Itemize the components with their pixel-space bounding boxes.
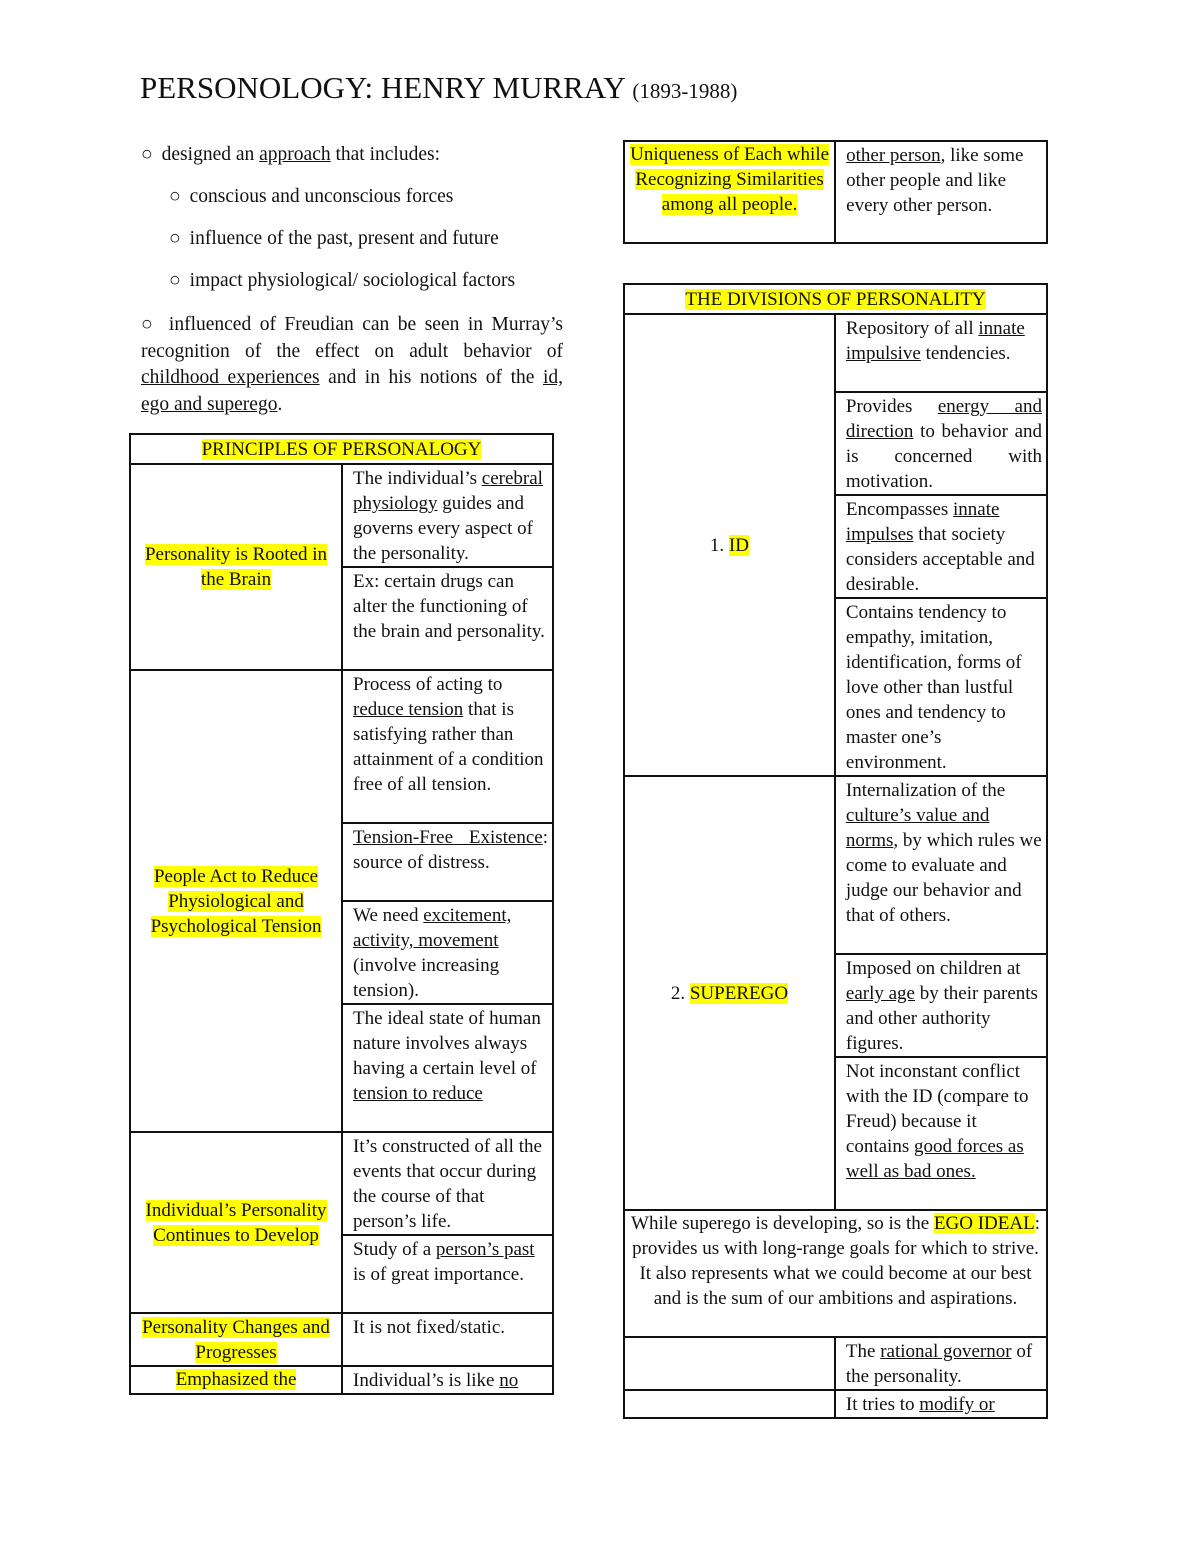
cell-text: It’s constructed of all the events that occur during the course of that person’s life. [353,1136,542,1232]
division-cell [835,1337,1047,1390]
principle-cell [342,901,553,1004]
division-id-label [624,314,835,776]
cell-underline: modify or [919,1394,995,1415]
intro-text: . [277,393,283,415]
cell-text: Contains tendency to empathy, imitation, identification, forms of love other than lustful ones and tendency to master one’s environment. [845,602,1022,773]
division-number: 1. [709,534,729,556]
cell-text: : source of distress. [353,827,548,873]
intro-bullet-forces [169,184,453,209]
cell-text: The ideal state of human nature involves always having a certain level of [353,1008,541,1079]
cell-text: Provides [845,396,938,417]
cell-text: Internalization of the [845,780,1006,801]
principle-changes-label [130,1313,342,1366]
division-label-text: ID [728,534,749,556]
intro-underline: approach [259,144,331,165]
intro-bullet-freudian [141,312,563,418]
cell-text: It tries to [845,1394,920,1415]
cell-underline: early age [845,983,915,1004]
divisions-header [624,284,1047,314]
bullet-icon: ○ [141,144,153,165]
cell-text: : provides us with long-range goals for which to strive. It also represents what we could become at our best and is the sum of our ambitions and aspirations. [632,1213,1040,1309]
cell-text: Not inconstant conflict with the ID (compare to Freud) because it contains [845,1061,1029,1157]
division-cell [835,495,1047,598]
principle-cell [342,670,553,823]
principle-cell [342,1366,553,1394]
empty-label-cell [624,1390,835,1418]
cell-underline: Tension-Free Existence [353,827,543,848]
ego-ideal-label: EGO IDEAL [933,1213,1035,1234]
cell-underline: tension to reduce [353,1083,483,1104]
principle-emphasized-label [130,1366,342,1394]
cell-underline: other person [846,145,941,166]
division-cell [835,314,1047,392]
cell-text: that society considers acceptable and desirable. [845,524,1035,595]
ego-ideal-cell [624,1210,1047,1337]
division-label-text: SUPEREGO [689,982,789,1004]
intro-bullet-time [169,226,499,251]
intro-text: impact physiological/ sociological factors [189,270,516,291]
cell-text: While superego is developing, so is the [631,1213,934,1234]
intro-text: that includes: [330,144,441,165]
intro-bullet-approach [141,142,440,167]
cell-text: tendencies. [920,343,1011,364]
bullet-icon: ○ [169,270,181,291]
division-cell [835,392,1047,495]
principles-table [129,433,554,1395]
cell-text: of the personality. [845,1341,1033,1387]
cell-text: that is satisfying rather than attainment of a condition free of all tension. [353,699,544,795]
cell-text: guides and governs every aspect of the personality. [353,493,533,564]
divisions-table [623,283,1048,1419]
division-superego-label [624,776,835,1210]
cell-underline: energy and direction [845,396,1042,442]
cell-text: Ex: certain drugs can alter the functioning of the brain and personality. [353,571,545,642]
principle-label-text: Personality Changes and Progresses [142,1316,330,1363]
uniqueness-table [623,140,1048,244]
bullet-icon: ○ [141,314,157,335]
cell-text: Study of a [353,1239,436,1260]
title-main: PERSONOLOGY: HENRY MURRAY [140,70,625,105]
cell-text: , like some other people and like every other person. [846,145,1024,216]
document-title [140,70,737,106]
cell-underline: innate impulsive [845,318,1025,364]
cell-underline: innate impulses [845,499,1000,545]
cell-text: (involve increasing tension). [353,955,500,1001]
cell-text: Imposed on children at [845,958,1021,979]
principle-label-text: Personality is Rooted in the Brain [144,544,328,590]
principle-cell [342,823,553,901]
uniqueness-label-text: Uniqueness of Each while Recognizing Similarities among all people. [630,144,830,215]
cell-underline: rational governor [880,1341,1012,1362]
cell-underline: reduce tension [353,699,464,720]
principle-cell [342,1132,553,1235]
intro-text: influenced of Freudian can be seen in Murray’s recognition of the effect on adult behavior of [141,314,564,362]
principles-header [130,434,553,464]
cell-underline: good forces as well as bad ones. [845,1136,1024,1182]
division-number: 2. [670,982,690,1004]
principles-header-text: PRINCIPLES OF PERSONALOGY [201,439,482,460]
cell-underline: excitement, activity, movement [353,905,512,951]
title-years: (1893-1988) [632,79,738,103]
division-cell [835,954,1047,1057]
cell-underline: person’s past [435,1239,535,1260]
principle-cell [342,567,553,670]
principle-cell [342,1235,553,1313]
bullet-icon: ○ [169,186,181,207]
principle-cell [342,464,553,567]
intro-underline: childhood experiences [141,367,320,388]
division-cell [835,598,1047,776]
uniqueness-label [624,141,835,243]
cell-text: It is not fixed/static. [353,1317,506,1338]
intro-text: influence of the past, present and future [189,228,499,249]
principle-develop-label [130,1132,342,1313]
intro-text: conscious and unconscious forces [189,186,454,207]
principle-label-text: People Act to Reduce Physiological and Psychological Tension [150,865,322,937]
uniqueness-cell [835,141,1047,243]
principle-tension-label [130,670,342,1132]
cell-text: The [845,1341,881,1362]
principle-cell [342,1004,553,1132]
cell-text: to behavior and is concerned with motivation. [845,421,1042,492]
cell-text: by their parents and other authority figures. [845,983,1038,1054]
empty-label-cell [624,1337,835,1390]
principle-label-text: Emphasized the [175,1369,297,1390]
intro-underline: id, ego and superego [141,367,563,415]
division-cell [835,1057,1047,1210]
cell-text: is of great importance. [353,1264,524,1285]
principle-brain-label [130,464,342,670]
cell-underline: culture’s value and norms [845,805,990,851]
cell-text: The individual’s [353,468,482,489]
cell-text: Individual’s is like [353,1370,500,1391]
bullet-icon: ○ [169,228,181,249]
cell-text: Process of acting to [353,674,503,695]
cell-text: Repository of all [845,318,979,339]
principle-cell [342,1313,553,1366]
intro-text: designed an [161,144,260,165]
divisions-header-text: THE DIVISIONS OF PERSONALITY [685,289,986,310]
principle-label-text: Individual’s Personality Continues to Develop [145,1199,327,1246]
cell-text: Encompasses [845,499,954,520]
cell-text: , by which rules we come to evaluate and judge our behavior and that of others. [845,830,1042,926]
cell-underline: cerebral physiology [353,468,543,514]
division-cell [835,776,1047,954]
cell-text: We need [353,905,424,926]
cell-underline: no [499,1370,519,1391]
intro-bullet-factors [169,268,515,293]
division-cell [835,1390,1047,1418]
intro-text: and in his notions of the [319,367,543,388]
